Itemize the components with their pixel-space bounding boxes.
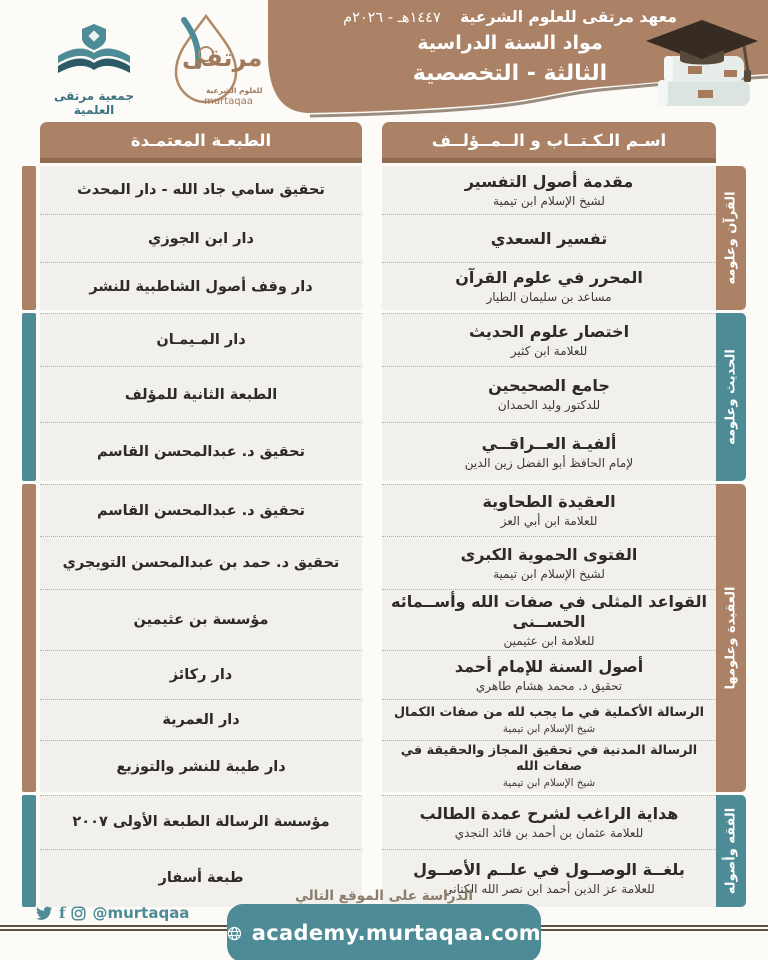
edition-text: دار المـيمـان: [156, 332, 246, 348]
column-header-book: اسـم الـكـتــاب و الــمــؤلــف: [382, 122, 716, 163]
association-name: جمعية مرتقى العلمية: [54, 89, 134, 117]
header-grade: الثالثة - التخصصية: [412, 61, 608, 86]
section-color-bar: [22, 484, 36, 792]
edition-text: دار ابن الجوزي: [148, 230, 254, 247]
edition-cell: [40, 313, 362, 366]
edition-text: دار ركائز: [169, 667, 233, 684]
book-author: للعلامة عز الدين أحمد ابن نصر الله الكناني: [443, 882, 655, 896]
edition-text: تحقيق سامي جاد الله - دار المحدث: [77, 182, 325, 198]
edition-text: دار وقف أصول الشاطبية للنشر: [89, 278, 313, 295]
book-cell: [382, 484, 716, 536]
book-author: للعلامة عثمان بن أحمد بن قائد النجدي: [454, 826, 644, 840]
divider-line-right: [532, 925, 768, 927]
book-title: بلغــة الوصــول في علــم الأصــول: [413, 860, 685, 879]
section-tab-label: العقيدة وعلومها: [723, 586, 739, 690]
edition-text: الطبعة الثانية للمؤلف: [124, 386, 278, 403]
academic-year: ١٤٤٧هـ - ٢٠٢٦م: [343, 10, 441, 26]
edition-cell: [40, 795, 362, 849]
edition-text: دار العمرية: [162, 712, 240, 729]
section-tab: [716, 484, 746, 792]
murtaqaa-logo-tagline: للعلوم الشرعية: [206, 86, 263, 95]
book-title: هداية الراغب لشرح عمدة الطالب: [419, 804, 679, 823]
section-tab: [716, 313, 746, 481]
column-header-edition: الطبعـة المعتمـدة: [40, 122, 362, 163]
association-logo: [40, 22, 148, 118]
graduation-cap-icon: [636, 14, 764, 118]
divider-line-left: [0, 925, 240, 927]
edition-cell: [40, 422, 362, 481]
header-subtitle: مواد السنة الدراسية: [417, 32, 603, 54]
twitter-icon[interactable]: [36, 906, 53, 921]
book-cell: [382, 740, 716, 791]
social-handle[interactable]: @murtaqaa: [92, 904, 190, 922]
book-cell: [382, 650, 716, 699]
section-color-bar: [22, 313, 36, 481]
book-title: الفتوى الحموية الكبرى: [460, 544, 638, 564]
book-author: للعلامة ابن عثيمين: [503, 634, 595, 648]
book-title: الرسالة المدنية في تحقيق المجاز والحقيقة في صفات الله: [400, 743, 698, 775]
book-title: اختصار علوم الحديث: [468, 321, 630, 341]
section-tab-label: الفقه وأصوله: [723, 807, 739, 894]
book-cell: [382, 366, 716, 422]
murtaqaa-logo-word: مرتقى: [182, 44, 263, 72]
edition-cell: [40, 262, 362, 310]
book-cell: [382, 699, 716, 740]
edition-cell: [40, 214, 362, 262]
edition-text: طبعة أسفار: [158, 870, 244, 887]
institute-name: معهد مرتقى للعلوم الشرعية: [460, 8, 677, 26]
book-author: للدكتور وليد الحمدان: [497, 398, 601, 413]
murtaqaa-logo-latin: murtaqaa: [204, 96, 253, 107]
section-tab-label: القرآن وعلومه: [723, 191, 739, 285]
edition-cell: [40, 740, 362, 791]
section-tab: [716, 166, 746, 310]
edition-cell: [40, 166, 362, 214]
instagram-icon[interactable]: [71, 906, 86, 921]
book-cell: [382, 214, 716, 262]
website-button[interactable]: [227, 904, 541, 960]
globe-icon: [227, 920, 242, 947]
edition-cell: [40, 650, 362, 699]
section-2: [22, 484, 746, 792]
book-title: مقدمة أصول التفسير: [464, 171, 634, 191]
book-title: العقيدة الطحاوية: [482, 492, 616, 512]
section-1: [22, 313, 746, 481]
book-title: جامع الصحيحين: [488, 376, 610, 396]
edition-cell: [40, 484, 362, 536]
facebook-icon[interactable]: f: [59, 903, 66, 922]
book-author: لشيخ الإسلام ابن تيمية: [493, 193, 605, 208]
section-0: [22, 166, 746, 310]
section-tab-label: الحديث وعلومه: [723, 349, 739, 445]
book-author: شيخ الإسلام ابن تيمية: [502, 723, 596, 736]
book-shield-icon: [52, 22, 136, 84]
book-author: لشيخ الإسلام ابن تيمية: [493, 566, 605, 581]
edition-cell: [40, 589, 362, 650]
book-author: للعلامة ابن كثير: [510, 343, 588, 358]
book-cell: [382, 422, 716, 481]
book-title: تفسير السعدي: [490, 228, 608, 248]
social-row: [36, 904, 189, 922]
book-title: المحرر في علوم القرآن: [455, 268, 643, 288]
book-title: القواعد المثلى في صفات الله وأســمائه الحســنى: [390, 592, 707, 631]
footer-note: الدراسة على الموقع التالي: [294, 888, 474, 904]
book-author: شيخ الإسلام ابن تيمية: [502, 777, 596, 790]
website-url: academy.murtaqaa.com: [251, 921, 541, 945]
book-title: ألفيـة العــراقــي: [481, 433, 617, 453]
book-cell: [382, 589, 716, 650]
edition-cell: [40, 366, 362, 422]
edition-text: تحقيق د. حمد بن عبدالمحسن التويجري: [62, 555, 340, 571]
book-title: الرسالة الأكملية في ما يجب لله من صفات الكمال: [393, 705, 705, 721]
book-author: للعلامة ابن أبي العز: [500, 514, 598, 529]
edition-text: تحقيق د. عبدالمحسن القاسم: [97, 444, 305, 460]
book-cell: [382, 536, 716, 589]
curriculum-table: [22, 166, 746, 910]
edition-cell: [40, 536, 362, 589]
murtaqaa-logo: [148, 10, 266, 116]
book-cell: [382, 262, 716, 310]
edition-text: دار طيبة للنشر والتوزيع: [116, 758, 286, 775]
book-title: أصول السنة للإمام أحمد: [454, 657, 644, 677]
book-author: تحقيق د. محمد هشام طاهري: [475, 679, 623, 694]
edition-cell: [40, 699, 362, 740]
edition-text: تحقيق د. عبدالمحسن القاسم: [97, 502, 305, 519]
edition-text: مؤسسة بن عثيمين: [133, 612, 269, 629]
book-author: لإمام الحافظ أبو الفضل زين الدين: [464, 455, 634, 470]
book-cell: [382, 795, 716, 849]
section-color-bar: [22, 166, 36, 310]
book-cell: [382, 313, 716, 366]
edition-text: مؤسسة الرسالة الطبعة الأولى ٢٠٠٧: [72, 814, 330, 831]
book-cell: [382, 166, 716, 214]
book-author: مساعد بن سليمان الطيار: [486, 290, 612, 305]
